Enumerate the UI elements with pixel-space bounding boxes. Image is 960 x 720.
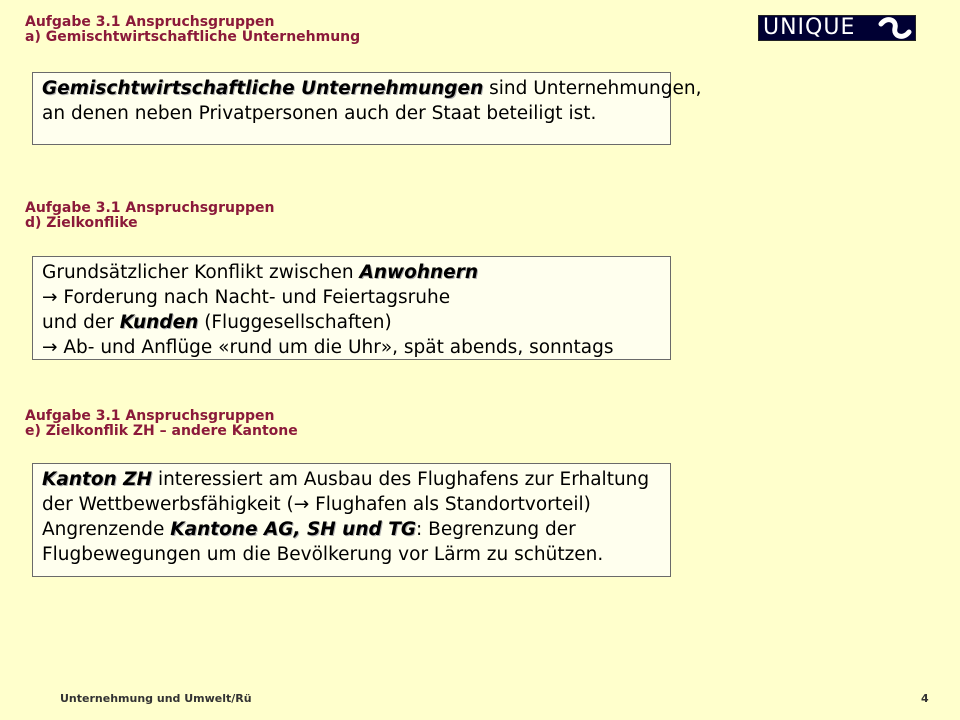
section-d-line-3	[42, 310, 660, 335]
section-e-heading	[25, 409, 298, 439]
section-d-line-1-text: Grundsätzlicher Konflikt zwischen	[42, 262, 360, 283]
section-e-line-2: der Wettbewerbsfähigkeit (→ Flughafen als Standortvorteil)	[42, 494, 591, 515]
section-a-subtitle: a) Gemischtwirtschaftliche Unternehmung	[25, 29, 361, 45]
section-a-line-1	[42, 76, 702, 101]
term-gemischtwirtschaftliche: Gemischtwirtschaftliche Unternehmungen	[42, 78, 484, 99]
section-d-line-2: → Forderung nach Nacht- und Feiertagsruhe	[42, 287, 451, 308]
section-d-subtitle: d) Zielkonflike	[25, 215, 138, 231]
unique-logo	[758, 15, 916, 41]
section-d-line-3-rest: (Fluggesellschaften)	[198, 312, 392, 333]
section-e-title: Aufgabe 3.1 Anspruchsgruppen	[25, 408, 275, 424]
section-a-box	[32, 72, 702, 145]
section-a-title: Aufgabe 3.1 Anspruchsgruppen	[25, 14, 275, 30]
logo-text: UNIQUE	[763, 15, 856, 40]
section-e-line-1	[42, 467, 660, 492]
section-e-line-3-rest: : Begrenzung der	[416, 519, 576, 540]
section-a-line-1-text: sind Unternehmungen,	[483, 78, 702, 99]
term-anwohnern: Anwohnern	[359, 262, 479, 283]
logo-swirl-icon	[875, 16, 915, 41]
footer-course-label: Unternehmung und Umwelt/Rü	[60, 692, 252, 705]
section-e-box	[32, 463, 671, 577]
term-kantone: Kantone AG, SH und TG	[170, 519, 417, 540]
section-e-line-4: Flugbewegungen um die Bevölkerung vor Lärm zu schützen.	[42, 544, 604, 565]
section-d-title: Aufgabe 3.1 Anspruchsgruppen	[25, 200, 275, 216]
section-e-line-1-text: interessiert am Ausbau des Flughafens zur Erhaltung	[152, 469, 650, 490]
section-e-subtitle: e) Zielkonflik ZH – andere Kantone	[25, 423, 298, 439]
section-a-heading	[25, 15, 360, 45]
section-a-line-2: an denen neben Privatpersonen auch der Staat beteiligt ist.	[42, 103, 597, 124]
section-d-line-3-pre: und der	[42, 312, 120, 333]
term-kanton-zh: Kanton ZH	[42, 469, 153, 490]
section-d-box	[32, 256, 671, 360]
term-kunden: Kunden	[119, 312, 199, 333]
section-d-heading	[25, 201, 274, 231]
section-e-line-3-pre: Angrenzende	[42, 519, 171, 540]
page-number: 4	[921, 692, 929, 705]
section-d-line-1	[42, 260, 660, 285]
section-d-line-4: → Ab- und Anflüge «rund um die Uhr», spät abends, sonntags	[42, 337, 614, 358]
section-e-line-3	[42, 517, 660, 542]
